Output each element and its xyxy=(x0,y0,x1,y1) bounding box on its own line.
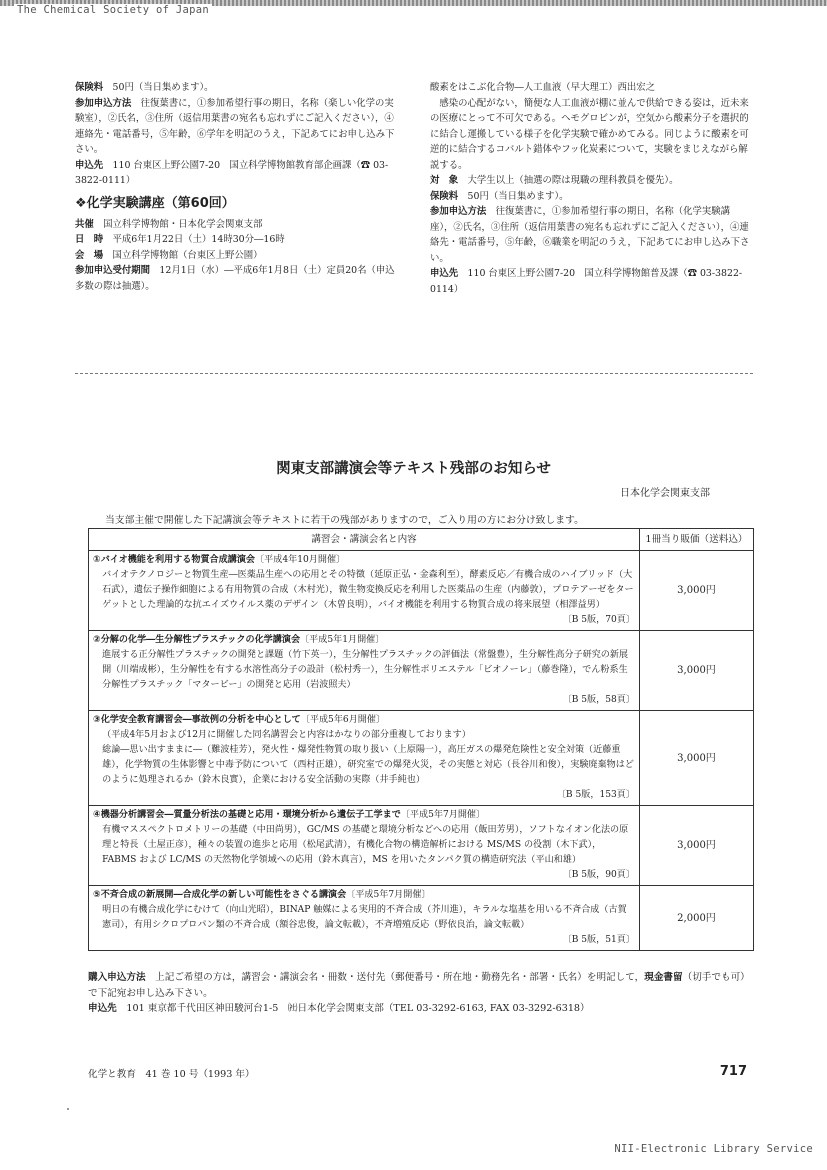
item-title: ①バイオ機能を利用する物質合成講演会 xyxy=(93,555,256,565)
item-spec: 〔B 5版，58頁〕 xyxy=(562,695,635,705)
page-number: 717 xyxy=(719,1064,747,1079)
apply-line: 参加申込方法 往復葉書に，①参加希望行事の期日，名称（楽しい化学の実験室），②氏名，③住所（返信用葉書の宛名も忘れずにご記入ください），④連絡先・電話番号，⑤年齢，⑥学年を明記のうえ，下記あてにお申し込み下さい。 xyxy=(75,97,395,155)
journal-info: 化学と教育 41 巻 10 号（1993 年） xyxy=(88,1069,255,1080)
to-line: 申込先 110 台東区上野公園7-20 国立科学博物館普及課（☎ 03-3822-0114） xyxy=(430,268,743,295)
item-title: ④機器分析講習会―質量分析法の基礎と応用・環境分析から遺伝子工学まで xyxy=(93,810,401,820)
sponsor-line: 共催 国立科学博物館・日本化学会関東支部 xyxy=(75,218,263,230)
item-date: 〔平成5年6月開催〕 xyxy=(300,715,386,725)
table-row xyxy=(89,886,754,951)
item-title: ⑤不斉合成の新展開―合成化学の新しい可能性をさぐる講演会 xyxy=(93,890,347,900)
item-price: 2,000円 xyxy=(640,886,754,951)
fee-line: 保険料 50円（当日集めます）。 xyxy=(430,190,569,202)
item-title: ②分解の化学―生分解性プラスチックの化学講演会 xyxy=(93,635,301,645)
right-column xyxy=(430,80,752,297)
item-content xyxy=(89,631,640,711)
item-spec: 〔B 5版，51頁〕 xyxy=(562,935,635,945)
header-price: 1冊当り販価（送料込） xyxy=(640,529,754,551)
notice-intro: 当支部主催で開催した下記講演会等テキストに若干の残部がありますので，ご入り用の方にお分け致します。 xyxy=(105,515,584,526)
scan-speck xyxy=(67,1108,69,1110)
item-price: 3,000円 xyxy=(640,551,754,631)
period-line: 参加申込受付期間 12月1日（水）―平成6年1月8日（土）定員20名（申込多数の際は抽選）。 xyxy=(75,265,395,292)
item-body: 明日の有機合成化学にむけて（向山光昭），BINAP 触媒による実用的不斉合成（芥川進），キラルな塩基を用いる不斉合成（古賀憲司），有用シクロプロパン類の不斉合成（額谷忠俊，論文転載），不斉増殖反応（野依良治，論文転載） xyxy=(102,905,627,930)
table-row xyxy=(89,806,754,886)
section-divider xyxy=(75,373,753,374)
apply-line: 参加申込方法 往復葉書に，①参加希望行事の期日，名称（化学実験講座），②氏名，③住所（返信用葉書の宛名も忘れずにご記入ください），④連絡先・電話番号，⑤年齢，⑥職業を明記のうえ，下記あてにお申し込み下さい。 xyxy=(430,206,750,264)
item-price: 3,000円 xyxy=(640,806,754,886)
table-row xyxy=(89,631,754,711)
item-date: 〔平成5年1月開催〕 xyxy=(300,635,385,645)
notice-org: 日本化学会関東支部 xyxy=(620,488,710,499)
item-content xyxy=(89,806,640,886)
target-line: 対 象 大学生以上（抽選の際は現職の理科教員を優先）。 xyxy=(430,175,679,186)
item-body: バイオテクノロジーと物質生産―医薬品生産への応用とその特徴（延原正弘・金森利至），酵素反応／有機合成のハイブリッド（大石武），遺伝子操作細胞による有用物質の合成（木村光），微生物変換反応を利用した医薬品の生産（内藤敦），プロテアーゼをターゲットとした理論的な抗エイズウイルス薬のデザイン（木曽良明），バイオ機能を利用する物質合成の将来展望（相澤益男） xyxy=(102,570,634,610)
purchase-address: 申込先 101 東京都千代田区神田駿河台1-5 ㈳日本化学会関東支部（TEL 03-3292-6163, FAX 03-3292-6318） xyxy=(88,1003,590,1014)
item-content xyxy=(89,551,640,631)
section-title: ❖化学実験講座（第60回） xyxy=(75,195,235,211)
fee-line: 保険料 50円（当日集めます）。 xyxy=(75,82,214,93)
text-list-table xyxy=(88,528,754,951)
item-spec: 〔B 5版，70頁〕 xyxy=(562,615,635,625)
notice-title: 関東支部講演会等テキスト残部のお知らせ xyxy=(276,461,551,477)
item-price: 3,000円 xyxy=(640,711,754,806)
item-date: 〔平成5年7月開催〕 xyxy=(400,810,486,820)
lecture-body: 感染の心配がない，簡便な人工血液が棚に並んで供給できる姿は，近未来の医療にとって不可欠である。ヘモグロビンが，空気から酸素分子を選択的に結合し運搬している様子を化学実験で確かめてみる。同じように酸素を可逆的に結合するコバルト錯体やフッ化炭素について，実験をまじえながら解説する。 xyxy=(430,97,749,171)
item-price: 3,000円 xyxy=(640,631,754,711)
item-spec: 〔B 5版，153頁〕 xyxy=(556,790,635,800)
item-date: 〔平成4年10月開催〕 xyxy=(255,555,346,565)
venue-line: 会 場 国立科学博物館（台東区上野公園） xyxy=(75,249,263,261)
to-line: 申込先 110 台東区上野公園7-20 国立科学博物館教育部企画課（☎ 03-3822-0111） xyxy=(75,159,389,186)
lecture-title: 酸素をはこぶ化合物―人工血液（早大理工）西出宏之 xyxy=(430,82,656,93)
item-body: 総論―思い出すままに―（難波桂芳），発火性・爆発性物質の取り扱い（上原陽一），高圧ガスの爆発危険性と安全対策（近藤重雄），化学物質の生体影響と中毒予防について（西村正雄），研究室での爆発火災，その実態と対応（長谷川和俊），実験廃棄物はどのように処理されるか（鈴木良實），企業における安全活動の実際（井手純也） xyxy=(102,745,634,785)
header-content: 講習会・講演会名と内容 xyxy=(89,529,640,551)
date-line: 日 時 平成6年1月22日（土）14時30分―16時 xyxy=(75,234,285,245)
item-content xyxy=(89,886,640,951)
watermark-service: NII-Electronic Library Service xyxy=(614,1143,813,1155)
purchase-method: 購入申込方法 上記ご希望の方は，講習会・講演会名・冊数・送付先（郵便番号・所在地・勤務先名・部署・氏名）を明記して，現金書留（切手でも可）で下記宛お申し込み下さい。 xyxy=(88,972,750,999)
watermark-society: The Chemical Society of Japan xyxy=(14,4,212,16)
table-row xyxy=(89,711,754,806)
item-date: 〔平成5年7月開催〕 xyxy=(346,890,431,900)
item-body: 進展する正分解性プラスチックの開発と課題（竹下英一），生分解性プラスチックの評価法（常盤豊），生分解性高分子研究の新展開（川端成彬），生分解性を有する水溶性高分子の設計（松村秀一），生分解性ポリエステル「ビオノーレ」（藤巻隆），でん粉系生分解性プラスチック「マタービー」の開発と応用（岩波照夫） xyxy=(102,650,629,690)
left-column xyxy=(75,80,395,294)
item-note: （平成4年5月および12月に開催した同名講習会と内容はかなりの部分重複しております） xyxy=(102,730,471,740)
table-header-row xyxy=(89,529,754,551)
item-spec: 〔B 5版，90頁〕 xyxy=(562,870,635,880)
table-row xyxy=(89,551,754,631)
item-title: ③化学安全教育講習会―事故例の分析を中心として xyxy=(93,715,301,725)
purchase-info xyxy=(88,970,756,1017)
item-body: 有機マススペクトロメトリーの基礎（中田尚男），GC/MS の基礎と環境分析などへの応用（飯田芳男），ソフトなイオン化法の原理と特長（土屋正彦），種々の装置の進歩と応用（松尾武清），有機化合物の構造解析における MS/MS の役割（木下武），FABMS および LC/MS の天然物化学領域への応用（鈴木真言），MS を用いたタンパク質の構造研究法（平山和雄） xyxy=(102,825,629,865)
item-content xyxy=(89,711,640,806)
